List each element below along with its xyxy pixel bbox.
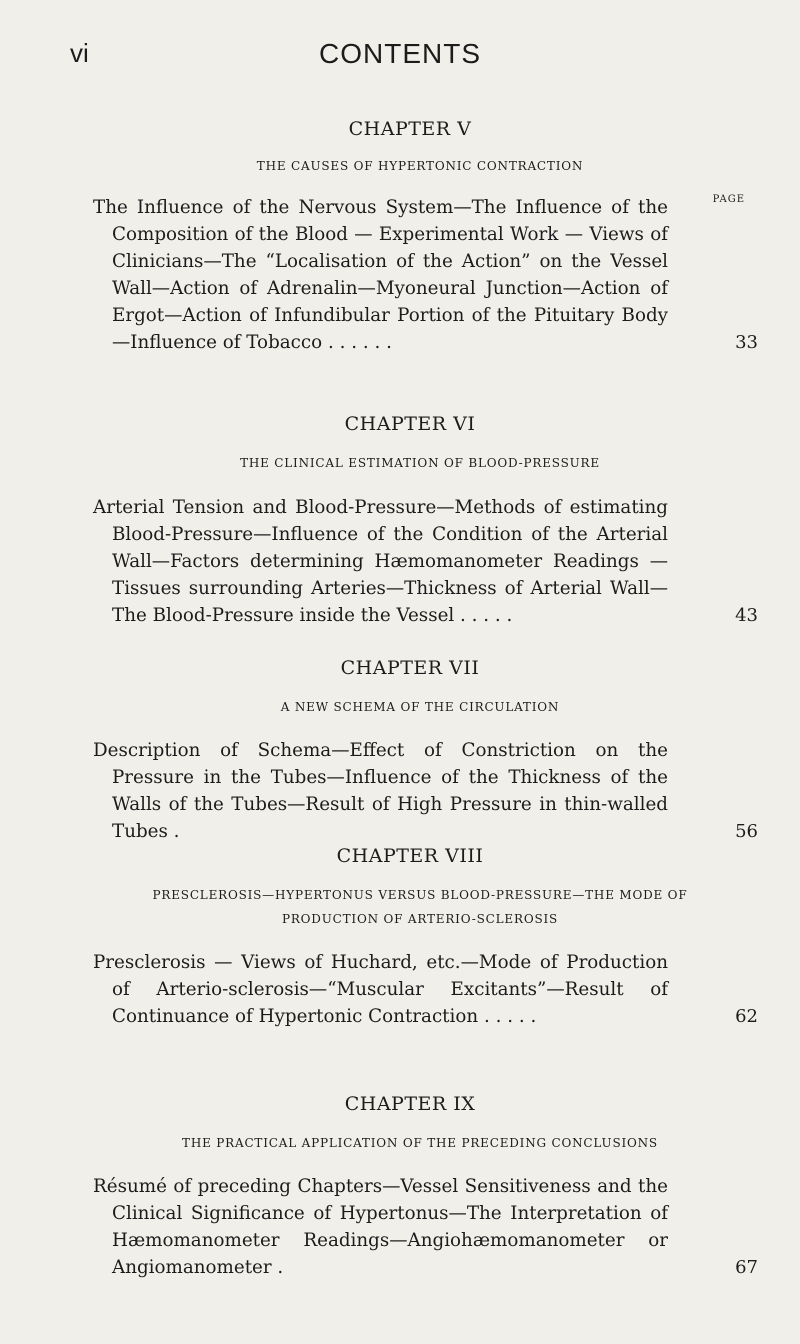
chapter-ix: [0, 1093, 800, 1281]
chapter-entry: [93, 1173, 758, 1281]
chapter-vii: [0, 657, 800, 845]
entry-text: Arterial Tension and Blood-Pressure—Methods of estimating Blood-Pressure—Influence of the Condition of the Arterial Wall—Factors determining Hæmomanometer Readings — Tissues surrounding Arteries—Thickness of Arterial Wall—The Blood-Pressure inside the Vessel: [93, 497, 668, 626]
entry-text: Presclerosis — Views of Huchard, etc.—Mode of Production of Arterio-sclerosis—“Muscular Excitants”—Result of Continuance of Hypertonic Contraction: [93, 952, 668, 1027]
chapter-subtitle: THE CAUSES OF HYPERTONIC CONTRACTION: [256, 159, 584, 173]
entry-text: The Influence of the Nervous System—The Influence of the Composition of the Blood — Experimental Work — Views of Clinicians—The “Localisation of the Action” on the Vessel Wall—Action of Adrenalin—Myoneural Junction—Action of Ergot—Action of Infundibular Portion of the Pituitary Body—Influence of Tobacco: [93, 197, 668, 353]
chapter-entry: [93, 949, 758, 1030]
chapter-title: CHAPTER VI: [344, 413, 476, 435]
page-header: [0, 38, 800, 78]
entry-text: Description of Schema—Effect of Constriction on the Pressure in the Tubes—Influence of the Thickness of the Walls of the Tubes—Result of High Pressure in thin-walled Tubes: [93, 740, 668, 842]
chapter-subtitle: THE CLINICAL ESTIMATION OF BLOOD-PRESSURE: [240, 456, 600, 470]
leader-dots: . . . . .: [478, 1006, 537, 1027]
leader-dots: . . . . .: [454, 605, 513, 626]
chapter-subtitle: PRESCLEROSIS—HYPERTONUS VERSUS BLOOD-PRESSURE—THE MODE OF PRODUCTION OF ARTERIO-SCLEROSIS: [152, 888, 688, 926]
leader-dots: . . . . . .: [322, 332, 392, 353]
entry-page-number: 43: [735, 605, 758, 626]
entry-page-number: 67: [735, 1257, 758, 1278]
chapter-title: CHAPTER VIII: [336, 845, 484, 867]
page-column-label: PAGE: [712, 194, 745, 205]
leader-dots: .: [271, 1257, 284, 1278]
chapter-entry: [93, 737, 758, 845]
chapter-title: CHAPTER IX: [344, 1093, 476, 1115]
chapter-v: [0, 118, 800, 356]
chapter-subtitle: A NEW SCHEMA OF THE CIRCULATION: [280, 700, 560, 714]
chapter-title: CHAPTER VII: [340, 657, 480, 679]
entry-text: Résumé of preceding Chapters—Vessel Sensitiveness and the Clinical Significance of Hypertonus—The Interpretation of Hæmomanometer Readings—Angiohæmomanometer or Angiomanometer: [93, 1176, 668, 1278]
chapter-entry: [93, 494, 758, 629]
chapter-viii: [0, 845, 800, 1030]
page-number: vi: [70, 38, 89, 68]
entry-page-number: 62: [735, 1006, 758, 1027]
entry-page-number: 33: [735, 332, 758, 353]
chapter-subtitle: THE PRACTICAL APPLICATION OF THE PRECEDING CONCLUSIONS: [182, 1136, 658, 1150]
chapter-title: CHAPTER V: [348, 118, 472, 140]
chapter-vi: [0, 413, 800, 629]
leader-dots: .: [167, 821, 180, 842]
page-title: CONTENTS: [319, 38, 481, 69]
entry-page-number: 56: [735, 821, 758, 842]
